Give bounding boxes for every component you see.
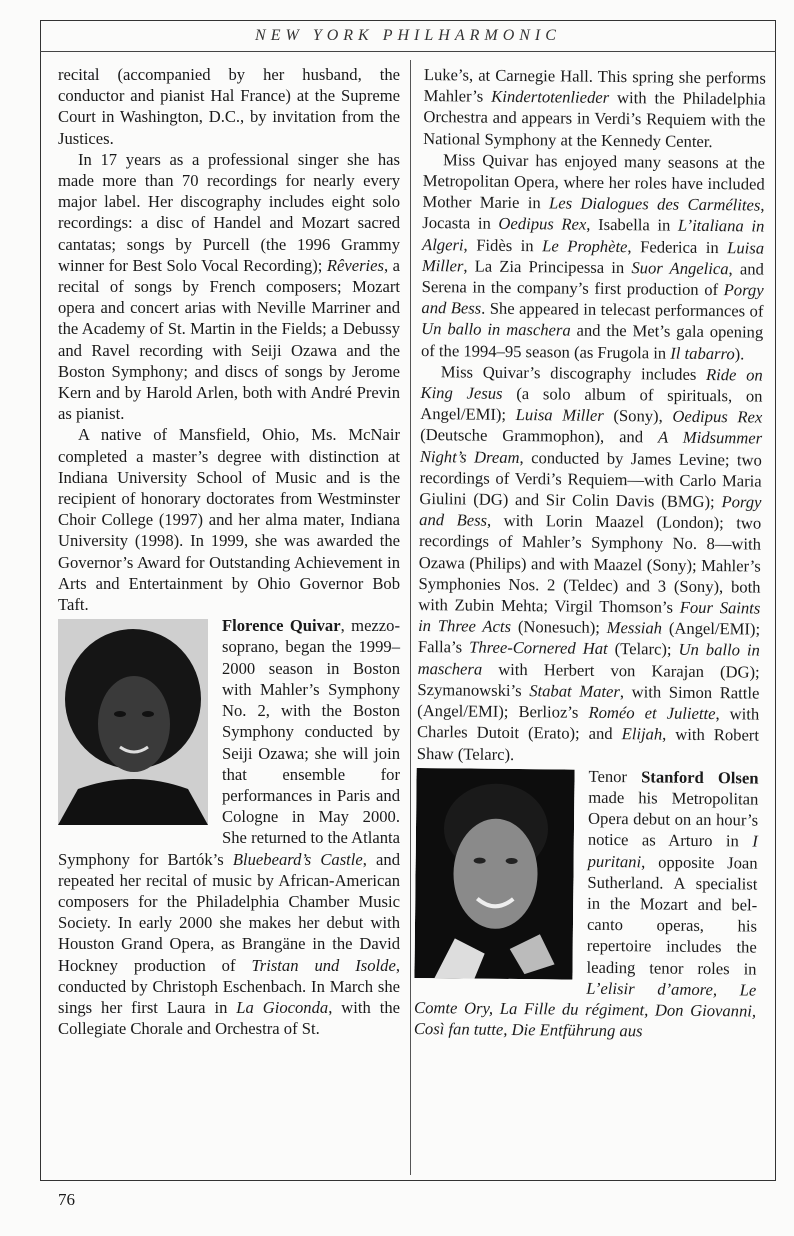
text-run: with the Philadelphia Orchestra and appears in Verdi’s Requiem with the National Symphony at the Kennedy Center. [423, 88, 766, 151]
paragraph [58, 64, 400, 149]
paragraph [58, 615, 400, 1039]
work-title: Three-Cornered Hat [469, 637, 608, 659]
work-title: Luisa Miller [421, 237, 765, 276]
right-column [414, 64, 766, 1043]
work-title: Elijah [621, 724, 663, 744]
text-run: , with Simon Rattle (Angel/EMI); Berlioz’s [417, 681, 760, 722]
text-run: , a recital of songs by French composers; Mozart opera and concert arias with Neville Marriner and the Academy of St. Martin in the Fields; a Debussy and Ravel recording with Seiji Ozawa and the Boston Symphony; and discs of songs by Jerome Kern and by Harold Arlen, both with André Previn as pianist. [58, 255, 400, 424]
text-run: , with the Collegiate Chorale and Orchestra of St. [58, 997, 400, 1039]
text-run: , opposite Joan Sutherland. A specialist in the Mozart and bel-canto operas, his repertoire includes the leading tenor roles in [586, 851, 758, 979]
text-run: A native of Mansfield, Ohio, Ms. McNair completed a master’s degree with distinction at Indiana University School of Music and is the recipient of honorary doctorates from Westminster Choir College (1997) and her alma mater, Indiana University (1998). In 1999, she was awarded the Governor’s Award for Outstanding Achievement in Arts and Entertainment by Ohio Governor Bob Taft. [58, 425, 400, 615]
text-run: , and repeated her recital of music by African-American composers for the Philadelphia Chamber Music Society. In early 2000 she makes her debut with Houston Grand Opera, as Brangäne in the David Hockney production of [58, 849, 400, 975]
text-run: , Fidès in [463, 235, 543, 255]
text-run: In 17 years as a professional singer she has made more than 70 recordings for nearly every major label. Her discography includes eight solo recordings: a disc of Handel and Mozart sacred cantatas; songs by Purcell (the 1996 Grammy winner for Best Solo Vocal Recording); [58, 149, 400, 275]
text-run: , conducted by James Levine; two recordings of Verdi’s Requiem—with Carlo Maria Giulini (DG) and Sir Colin Davis (BMG); [419, 447, 762, 512]
work-title: Four Saints in Three Acts [418, 597, 761, 637]
work-title: Suor Angelica [631, 258, 729, 279]
text-run: Tenor [588, 766, 642, 787]
left-column [58, 64, 400, 1039]
work-title: I puritani [587, 831, 758, 871]
work-title: Messiah [606, 618, 663, 638]
florence-quivar-photo [58, 619, 208, 825]
work-title: Rêveries [326, 255, 384, 275]
work-title: Roméo et Juliette [588, 702, 716, 724]
paragraph [58, 149, 400, 425]
text-run: (Sony), [603, 406, 673, 426]
text-run: made his Metropolitan Opera debut on an hour’s notice as Arturo in [587, 787, 759, 851]
work-title: Les Dialogues des Carmélites [548, 193, 761, 215]
work-title: Tristan und Isolde [251, 955, 396, 975]
work-title: Stabat Mater [529, 681, 620, 701]
paragraph [421, 149, 765, 365]
text-run: , Isabella in [586, 215, 679, 236]
text-run: . She appeared in telecast performances of [481, 298, 764, 321]
paragraph [414, 764, 759, 1043]
text-run: (Angel/EMI); Falla’s [417, 618, 761, 657]
work-title: Le Prophète [542, 235, 628, 256]
text-run: , conducted by Christoph Eschenbach. In March she sings her first Laura in [58, 955, 400, 1017]
text-run: (a solo album of spirituals, on Angel/EMI); [420, 383, 763, 425]
text-run: Luke’s, at Carnegie Hall. This spring she performs Mahler’s [423, 64, 766, 106]
paragraph [58, 424, 400, 615]
running-header: NEW YORK PHILHARMONIC [255, 27, 561, 44]
text-run: , with Lorin Maazel (London); two recordings of Mahler’s Symphony No. 8—with Ozawa (Philips) and with Maazel (Sony); Mahler’s Symphonies Nos. 2 (Teldec) and 3 (Sony), both with Zubin Mehta; Virgil Thomson’s [418, 510, 762, 617]
text-run: , Federica in [627, 236, 728, 257]
text-run: (Nonesuch); [510, 617, 607, 638]
text-run: ). [734, 343, 745, 364]
paragraph [423, 64, 766, 152]
work-title: Luisa Miller [515, 405, 604, 426]
text-run: and the Met’s gala opening of the 1994–95 season (as Frugola in [420, 320, 764, 363]
work-title: Porgy and Bess [421, 280, 764, 318]
work-title: Un ballo in maschera [421, 319, 571, 340]
text-run: (Telarc); [607, 639, 679, 660]
work-title: Oedipus Rex [498, 214, 587, 235]
work-title: Kindertotenlieder [491, 86, 610, 108]
work-title: Il tabarro [670, 343, 735, 363]
paragraph [417, 361, 763, 767]
text-run: with Herbert von Karajan (DG); Szymanowski’s [417, 659, 760, 701]
text-run: , and Serena in the company’s first production of [421, 259, 764, 300]
work-title: La Gioconda [236, 997, 329, 1017]
text-run: recital (accompanied by her husband, the conductor and pianist Hal France) at the Supreme Court in Washington, D.C., by invitation from the Justices. [58, 65, 400, 148]
text-run: , La Zia Principessa in [463, 256, 632, 278]
work-title: Ride on King Jesus [420, 364, 763, 403]
work-title: Porgy and Bess [419, 492, 762, 530]
work-title: L’italiana in Algeri [422, 216, 765, 255]
text-run: (Deutsche Grammophon), and [420, 425, 659, 447]
artist-name: Stanford Olsen [641, 767, 759, 788]
header-rule [40, 51, 776, 52]
work-title: A Midsummer Night’s Dream [419, 427, 763, 467]
text-run: , Jocasta in [422, 195, 765, 234]
work-title: L’elisir d’amore, Le Comte Ory, La Fille du régiment, Don Giovanni, Così fan tutte, Die Entführung aus [413, 978, 757, 1041]
text-run: , with Robert Shaw (Telarc). [416, 724, 760, 764]
artist-name: Florence Quivar [222, 616, 341, 636]
text-run: , mezzo-soprano, began the 1999–2000 season in Boston with Mahler’s Symphony No. 2, with the Boston Symphony conducted by Seiji Ozawa; she will join that ensemble for performances in Paris and Cologne in May 2000. She returned to the Atlanta Symphony for Bartók’s [58, 616, 400, 869]
work-title: Bluebeard’s Castle [232, 849, 363, 869]
page-number: 76 [58, 1190, 75, 1209]
column-divider [410, 60, 411, 1175]
work-title: Un ballo in maschera [417, 640, 760, 679]
work-title: Oedipus Rex [672, 406, 763, 427]
text-run: Miss Quivar’s discography includes [440, 362, 707, 384]
text-run: , with Charles Dutoit (Erato); and [416, 704, 760, 744]
stanford-olsen-photo [414, 768, 574, 980]
text-run: Miss Quivar has enjoyed many seasons at the Metropolitan Opera, where her roles have included Mother Marie in [422, 150, 766, 213]
